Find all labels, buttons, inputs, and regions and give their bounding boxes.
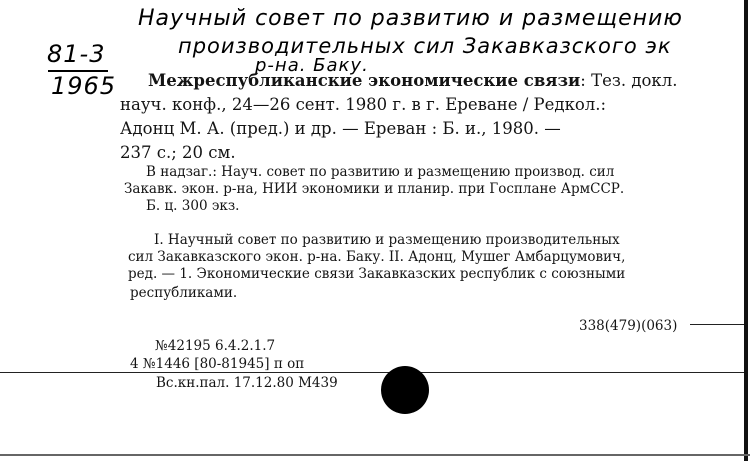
entry-subtitle: : Тез. докл. bbox=[580, 71, 678, 90]
book-chamber-stamp: Вс.кн.пал. 17.12.80 М439 bbox=[156, 375, 338, 391]
udc-code: 338(479)(063) bbox=[579, 318, 678, 334]
handwritten-heading-line-1: Научный совет по развитию и размещению bbox=[138, 6, 683, 31]
order-rule bbox=[0, 372, 744, 373]
price-edition: Б. ц. 300 экз. bbox=[146, 198, 240, 214]
card-punch-hole bbox=[381, 366, 429, 414]
tracing-line-3: ред. — 1. Экономические связи Закавказских республик с союзными bbox=[128, 266, 626, 282]
record-number: №42195 6.4.2.1.7 bbox=[155, 338, 276, 354]
entry-title: Межреспубликанские экономические связи bbox=[148, 71, 581, 90]
tracing-line-2: сил Закавказского экон. р-на. Баку. II. Адонц, Мушег Амбарцумович, bbox=[128, 249, 626, 265]
note-line-1: В надзаг.: Науч. совет по развитию и размещению производ. сил bbox=[146, 164, 615, 180]
call-number-bottom: 1965 bbox=[51, 72, 117, 100]
call-number-top: 81-3 bbox=[47, 40, 106, 68]
entry-line-4: 237 с.; 20 см. bbox=[120, 143, 236, 162]
entry-line-1 bbox=[148, 70, 677, 92]
order-number: 4 №1446 [80-81945] п оп bbox=[130, 356, 305, 372]
handwritten-heading-line-3: р-на. Баку. bbox=[255, 55, 369, 76]
tracing-line-1: I. Научный совет по развитию и размещению производительных bbox=[154, 232, 620, 248]
note-line-2: Закавк. экон. р-на, НИИ экономики и планир. при Госплане АрмССР. bbox=[124, 181, 625, 197]
tracing-line-4: республиками. bbox=[130, 285, 238, 301]
handwritten-heading-line-2: производительных сил Закавказского эк bbox=[178, 34, 672, 58]
card-right-edge bbox=[744, 0, 748, 461]
card-bottom-edge bbox=[0, 454, 750, 456]
entry-line-3: Адонц М. А. (пред.) и др. — Ереван : Б. и., 1980. — bbox=[120, 119, 561, 138]
udc-dash bbox=[690, 324, 744, 325]
entry-line-2: науч. конф., 24—26 сент. 1980 г. в г. Ереване / Редкол.: bbox=[120, 95, 607, 114]
